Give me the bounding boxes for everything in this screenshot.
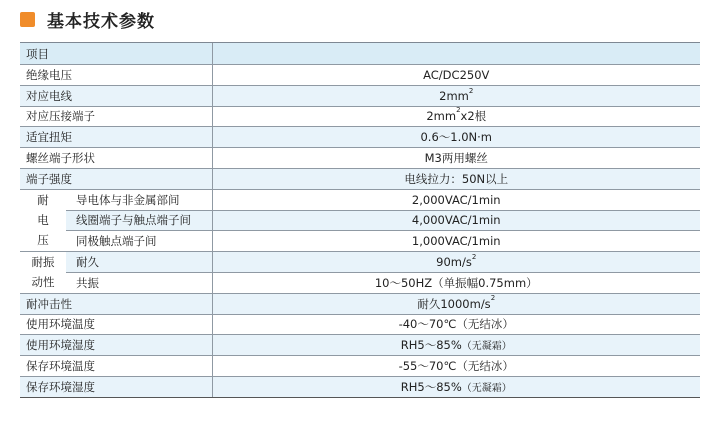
table-header-row bbox=[20, 43, 700, 65]
row-label: 端子强度 bbox=[20, 168, 212, 189]
row-value: AC/DC250V bbox=[212, 65, 700, 86]
table-row bbox=[20, 252, 700, 273]
table-row bbox=[20, 231, 700, 252]
row-label: 耐久 bbox=[66, 252, 212, 273]
table-row bbox=[20, 376, 700, 397]
row-value: 耐久$1000m/s^2$ bbox=[212, 293, 700, 314]
row-value: 电线拉力：50N以上 bbox=[212, 168, 700, 189]
row-value: 1,000VAC/1min bbox=[212, 231, 700, 252]
spec-table bbox=[20, 42, 700, 398]
table-row bbox=[20, 356, 700, 377]
table-row bbox=[20, 293, 700, 314]
row-value: 4,000VAC/1min bbox=[212, 210, 700, 231]
row-label: 导电体与非金属部间 bbox=[66, 189, 212, 210]
row-value: M3两用螺丝 bbox=[212, 148, 700, 169]
row-value: -55～70℃（无结冰） bbox=[212, 356, 700, 377]
table-row bbox=[20, 189, 700, 210]
row-label: 同极触点端子间 bbox=[66, 231, 212, 252]
vibration-group-label: 耐振 动性 bbox=[20, 252, 66, 294]
row-label: 使用环境湿度 bbox=[20, 335, 212, 356]
row-value: 2,000VAC/1min bbox=[212, 189, 700, 210]
row-label: 螺丝端子形状 bbox=[20, 148, 212, 169]
row-label: 对应压接端子 bbox=[20, 106, 212, 127]
section-title: 基本技术参数 bbox=[47, 11, 155, 32]
table-row bbox=[20, 85, 700, 106]
row-label: 对应电线 bbox=[20, 85, 212, 106]
table-row bbox=[20, 65, 700, 86]
header-item-cell: 项目 bbox=[20, 43, 212, 65]
row-value: RH5～85%（无凝霜） bbox=[212, 335, 700, 356]
voltage-group-label: 耐 电 压 bbox=[20, 189, 66, 251]
row-label: 适宜扭矩 bbox=[20, 127, 212, 148]
table-row bbox=[20, 335, 700, 356]
table-row bbox=[20, 210, 700, 231]
row-label: 耐冲击性 bbox=[20, 293, 212, 314]
section-header bbox=[20, 9, 155, 32]
row-value: -40～70℃（无结冰） bbox=[212, 314, 700, 335]
table-row bbox=[20, 148, 700, 169]
row-label: 保存环境温度 bbox=[20, 356, 212, 377]
table-row bbox=[20, 106, 700, 127]
row-value: $90m/s^2$ bbox=[212, 252, 700, 273]
row-label: 使用环境温度 bbox=[20, 314, 212, 335]
row-label: 共振 bbox=[66, 272, 212, 293]
row-label: 保存环境湿度 bbox=[20, 376, 212, 397]
header-value-cell bbox=[212, 43, 700, 65]
table-row bbox=[20, 127, 700, 148]
row-value: 10～50HZ（单振幅0.75mm） bbox=[212, 272, 700, 293]
row-value: RH5～85%（无凝霜） bbox=[212, 376, 700, 397]
table-row bbox=[20, 314, 700, 335]
row-value: $2mm^2x2$根 bbox=[212, 106, 700, 127]
table-row bbox=[20, 168, 700, 189]
row-value: $2mm^2$ bbox=[212, 85, 700, 106]
row-label: 绝缘电压 bbox=[20, 65, 212, 86]
table-row bbox=[20, 272, 700, 293]
row-label: 线圈端子与触点端子间 bbox=[66, 210, 212, 231]
section-square-icon bbox=[20, 12, 35, 27]
row-value: 0.6～1.0N·m bbox=[212, 127, 700, 148]
